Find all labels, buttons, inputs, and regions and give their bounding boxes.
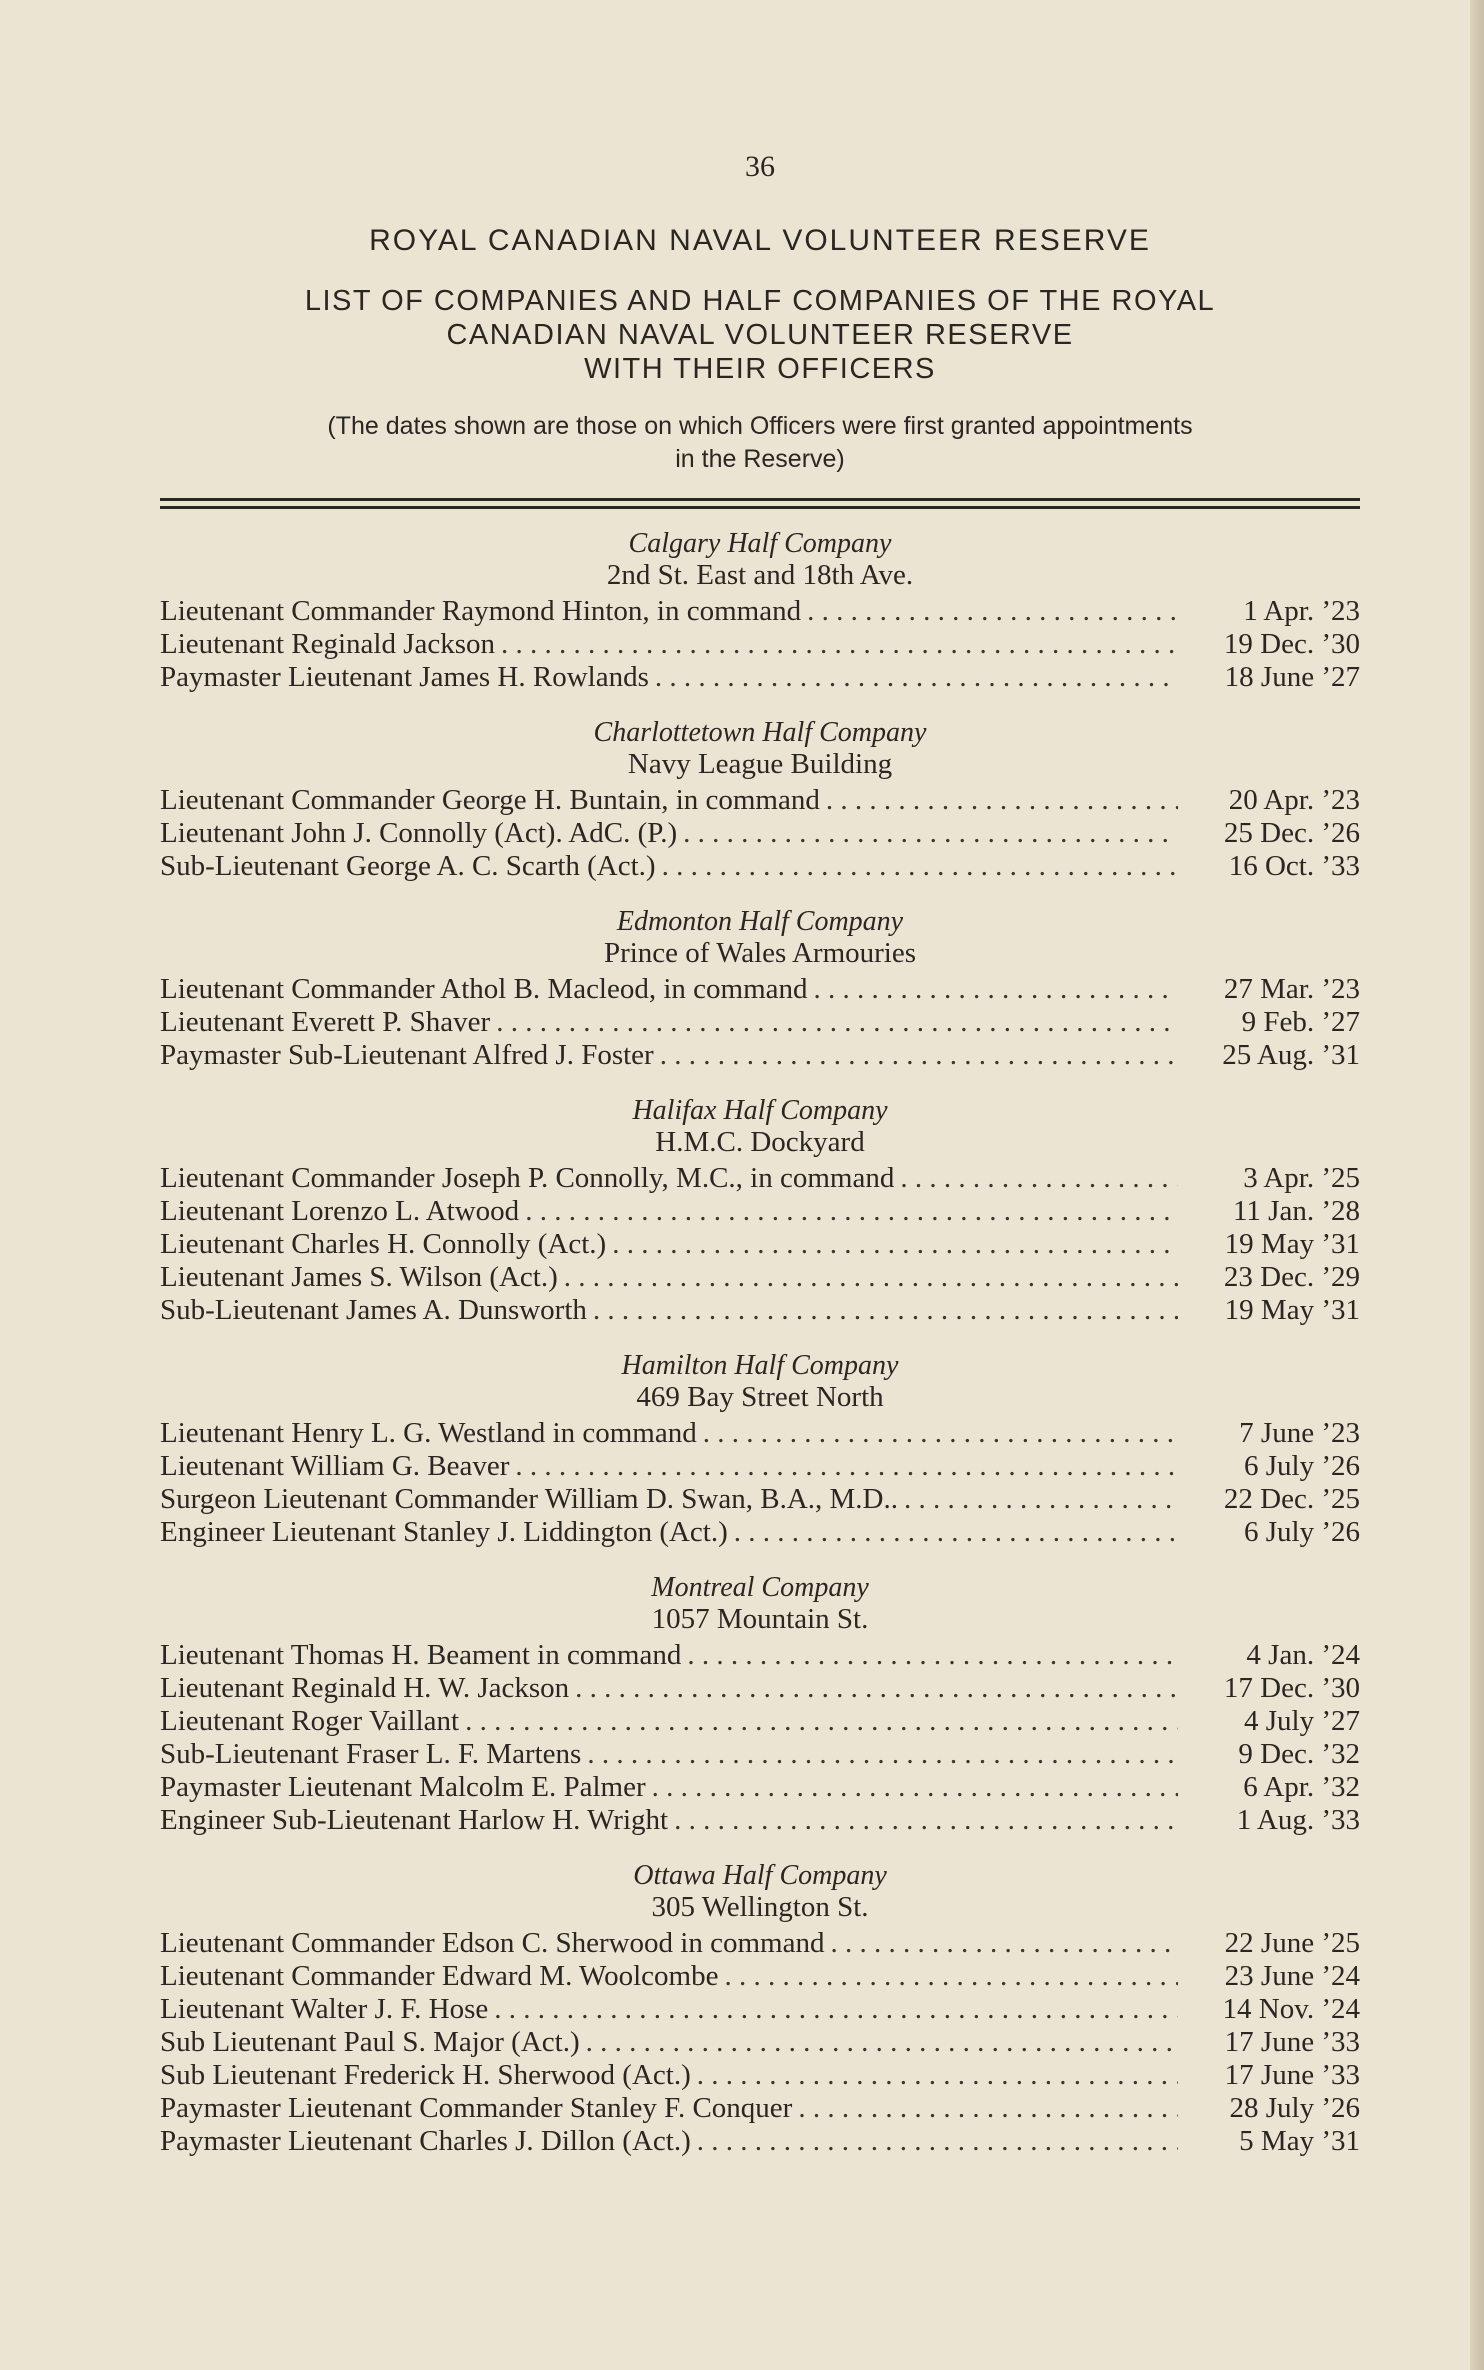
appointment-date: 19 May ’31: [1224, 1228, 1360, 1260]
dot-leader: [674, 1804, 1178, 1837]
officer-row: [160, 850, 1360, 883]
dot-leader: [575, 1672, 1178, 1705]
subtitle-line: CANADIAN NAVAL VOLUNTEER RESERVE: [446, 319, 1074, 351]
dot-leader: [826, 784, 1178, 817]
appointment-date: 17 June ’33: [1224, 2026, 1360, 2058]
dot-leader: [593, 1294, 1178, 1327]
note-line: in the Reserve): [675, 445, 845, 473]
officer-name: Lieutenant Henry L. G. Westland in command: [160, 1417, 697, 1449]
officer-row: [160, 1993, 1360, 2026]
appointment-date: 16 Oct. ’33: [1228, 850, 1360, 882]
company-section: [160, 1861, 1360, 2158]
appointment-date: 5 May ’31: [1239, 2125, 1360, 2157]
company-section: [160, 529, 1360, 694]
officer-row: [160, 1672, 1360, 1705]
dot-leader: [798, 2092, 1178, 2125]
appointment-date: 25 Aug. ’31: [1222, 1039, 1360, 1071]
appointment-date: 6 July ’26: [1244, 1450, 1360, 1482]
appointment-date: 18 June ’27: [1224, 661, 1360, 693]
officer-row: [160, 2026, 1360, 2059]
officer-row: [160, 1771, 1360, 1804]
appointment-date: 17 June ’33: [1224, 2059, 1360, 2091]
dot-leader: [515, 1450, 1178, 1483]
dot-leader: [660, 1039, 1178, 1072]
company-address: 2nd St. East and 18th Ave.: [606, 559, 914, 591]
officer-row: [160, 1705, 1360, 1738]
dot-leader: [612, 1228, 1178, 1261]
officer-row: [160, 1639, 1360, 1672]
company-section: [160, 907, 1360, 1072]
officer-row: [160, 1294, 1360, 1327]
officer-name: Lieutenant Reginald Jackson: [160, 628, 496, 660]
appointment-date: 23 Dec. ’29: [1223, 1261, 1360, 1293]
appointment-date: 17 Dec. ’30: [1223, 1672, 1360, 1704]
page-edge: [1470, 0, 1484, 2370]
officer-name: Lieutenant Commander George H. Buntain, in command: [160, 784, 820, 816]
dates-note: [160, 410, 1360, 476]
officer-row: [160, 817, 1360, 850]
officer-name: Lieutenant Commander Edson C. Sherwood in command: [160, 1927, 825, 1959]
appointment-date: 3 Apr. ’25: [1243, 1162, 1360, 1194]
officer-name: Lieutenant Charles H. Connolly (Act.): [160, 1228, 607, 1260]
officer-name: Lieutenant James S. Wilson (Act.): [160, 1261, 558, 1293]
dot-leader: [900, 1162, 1178, 1195]
company-section: [160, 718, 1360, 883]
dot-leader: [652, 1771, 1178, 1804]
appointment-date: 19 Dec. ’30: [1223, 628, 1360, 660]
officer-row: [160, 595, 1360, 628]
appointment-date: 1 Aug. ’33: [1236, 1804, 1360, 1836]
officer-name: Sub Lieutenant Paul S. Major (Act.): [160, 2026, 580, 2058]
officer-row: [160, 784, 1360, 817]
company-address: 469 Bay Street North: [636, 1381, 884, 1413]
dot-leader: [814, 973, 1178, 1006]
dot-leader: [697, 2125, 1178, 2158]
appointment-date: 9 Feb. ’27: [1241, 1006, 1360, 1038]
officer-row: [160, 1738, 1360, 1771]
company-address: Prince of Wales Armouries: [603, 937, 917, 969]
dot-leader: [697, 2059, 1178, 2092]
company-name: Charlottetown Half Company: [593, 717, 927, 748]
subtitle-line: WITH THEIR OFFICERS: [584, 353, 936, 385]
officer-row: [160, 1450, 1360, 1483]
dot-leader: [807, 595, 1178, 628]
dot-leader: [465, 1705, 1178, 1738]
officer-name: Lieutenant Commander Athol B. Macleod, in command: [160, 973, 808, 1005]
note-line: (The dates shown are those on which Officers were first granted appointments: [327, 412, 1193, 440]
appointment-date: 27 Mar. ’23: [1223, 973, 1360, 1005]
officer-name: Paymaster Lieutenant Malcolm E. Palmer: [160, 1771, 646, 1803]
appointment-date: 11 Jan. ’28: [1233, 1195, 1360, 1227]
page-content: [160, 150, 1360, 2182]
appointment-date: 9 Dec. ’32: [1238, 1738, 1360, 1770]
double-rule-divider: [160, 498, 1360, 509]
page-number: 36: [745, 150, 775, 183]
appointment-date: 4 Jan. ’24: [1246, 1639, 1360, 1671]
officer-name: Sub-Lieutenant Fraser L. F. Martens: [160, 1738, 582, 1770]
officer-name: Lieutenant Commander Edward M. Woolcombe: [160, 1960, 719, 1992]
dot-leader: [904, 1483, 1178, 1516]
officer-name: Engineer Sub-Lieutenant Harlow H. Wright: [160, 1804, 669, 1836]
dot-leader: [687, 1639, 1178, 1672]
company-name: Montreal Company: [651, 1572, 869, 1603]
dot-leader: [703, 1417, 1178, 1450]
appointment-date: 6 July ’26: [1244, 1516, 1360, 1548]
officer-name: Sub Lieutenant Frederick H. Sherwood (Act.): [160, 2059, 691, 2091]
appointment-date: 20 Apr. ’23: [1228, 784, 1360, 816]
company-name: Halifax Half Company: [632, 1095, 888, 1126]
company-address: 305 Wellington St.: [651, 1891, 869, 1923]
officer-name: Lieutenant Commander Joseph P. Connolly, M.C., in command: [160, 1162, 895, 1194]
officer-row: [160, 1516, 1360, 1549]
appointment-date: 14 Nov. ’24: [1222, 1993, 1360, 2025]
officer-row: [160, 1228, 1360, 1261]
officer-name: Paymaster Sub-Lieutenant Alfred J. Foster: [160, 1039, 654, 1071]
company-name: Ottawa Half Company: [633, 1860, 887, 1891]
company-name: Edmonton Half Company: [616, 906, 904, 937]
officer-name: Lieutenant Walter J. F. Hose: [160, 1993, 489, 2025]
officer-row: [160, 661, 1360, 694]
officer-name: Lieutenant John J. Connolly (Act). AdC. (P.): [160, 817, 678, 849]
dot-leader: [724, 1960, 1178, 1993]
company-address: Navy League Building: [627, 748, 893, 780]
officer-row: [160, 1006, 1360, 1039]
dot-leader: [655, 661, 1178, 694]
officer-name: Paymaster Lieutenant Charles J. Dillon (Act.): [160, 2125, 691, 2157]
appointment-date: 25 Dec. ’26: [1223, 817, 1360, 849]
appointment-date: 7 June ’23: [1239, 1417, 1360, 1449]
company-section: [160, 1096, 1360, 1327]
officer-row: [160, 973, 1360, 1006]
dot-leader: [564, 1261, 1178, 1294]
dot-leader: [830, 1927, 1178, 1960]
dot-leader: [494, 1993, 1178, 2026]
officer-row: [160, 2125, 1360, 2158]
officer-row: [160, 1417, 1360, 1450]
officer-row: [160, 1483, 1360, 1516]
appointment-date: 28 July ’26: [1229, 2092, 1360, 2124]
dot-leader: [586, 2026, 1178, 2059]
officer-row: [160, 2092, 1360, 2125]
officer-row: [160, 1960, 1360, 1993]
dot-leader: [683, 817, 1178, 850]
company-section: [160, 1351, 1360, 1549]
officer-name: Paymaster Lieutenant James H. Rowlands: [160, 661, 649, 693]
officer-name: Sub-Lieutenant George A. C. Scarth (Act.): [160, 850, 656, 882]
subtitle-line: LIST OF COMPANIES AND HALF COMPANIES OF THE ROYAL: [304, 285, 1216, 317]
page-subtitle: [160, 284, 1360, 386]
officer-row: [160, 1162, 1360, 1195]
appointment-date: 23 June ’24: [1224, 1960, 1360, 1992]
dot-leader: [662, 850, 1178, 883]
company-address: H.M.C. Dockyard: [655, 1126, 865, 1158]
officer-row: [160, 2059, 1360, 2092]
company-list: [160, 529, 1360, 2158]
company-section: [160, 1573, 1360, 1837]
appointment-date: 22 Dec. ’25: [1223, 1483, 1360, 1515]
officer-name: Lieutenant Thomas H. Beament in command: [160, 1639, 682, 1671]
officer-row: [160, 1804, 1360, 1837]
appointment-date: 6 Apr. ’32: [1243, 1771, 1360, 1803]
officer-name: Paymaster Lieutenant Commander Stanley F. Conquer: [160, 2092, 793, 2124]
officer-name: Lieutenant William G. Beaver: [160, 1450, 510, 1482]
officer-name: Lieutenant Commander Raymond Hinton, in command: [160, 595, 802, 627]
officer-name: Lieutenant Roger Vaillant: [160, 1705, 460, 1737]
appointment-date: 19 May ’31: [1224, 1294, 1360, 1326]
officer-name: Lieutenant Everett P. Shaver: [160, 1006, 491, 1038]
company-name: Calgary Half Company: [628, 528, 892, 559]
title-block: [160, 224, 1360, 476]
officer-name: Lieutenant Lorenzo L. Atwood: [160, 1195, 520, 1227]
appointment-date: 1 Apr. ’23: [1243, 595, 1360, 627]
officer-row: [160, 628, 1360, 661]
dot-leader: [734, 1516, 1178, 1549]
officer-row: [160, 1927, 1360, 1960]
dot-leader: [496, 1006, 1178, 1039]
dot-leader: [525, 1195, 1178, 1228]
officer-name: Lieutenant Reginald H. W. Jackson: [160, 1672, 570, 1704]
officer-row: [160, 1195, 1360, 1228]
officer-name: Engineer Lieutenant Stanley J. Liddington (Act.): [160, 1516, 728, 1548]
company-name: Hamilton Half Company: [621, 1350, 899, 1381]
dot-leader: [587, 1738, 1178, 1771]
dot-leader: [501, 628, 1178, 661]
officer-row: [160, 1261, 1360, 1294]
page-title: ROYAL CANADIAN NAVAL VOLUNTEER RESERVE: [369, 224, 1151, 257]
appointment-date: 4 July ’27: [1244, 1705, 1360, 1737]
officer-name: Sub-Lieutenant James A. Dunsworth: [160, 1294, 587, 1326]
appointment-date: 22 June ’25: [1224, 1927, 1360, 1959]
officer-row: [160, 1039, 1360, 1072]
company-address: 1057 Mountain St.: [651, 1603, 869, 1635]
officer-name: Surgeon Lieutenant Commander William D. Swan, B.A., M.D..: [160, 1483, 898, 1515]
